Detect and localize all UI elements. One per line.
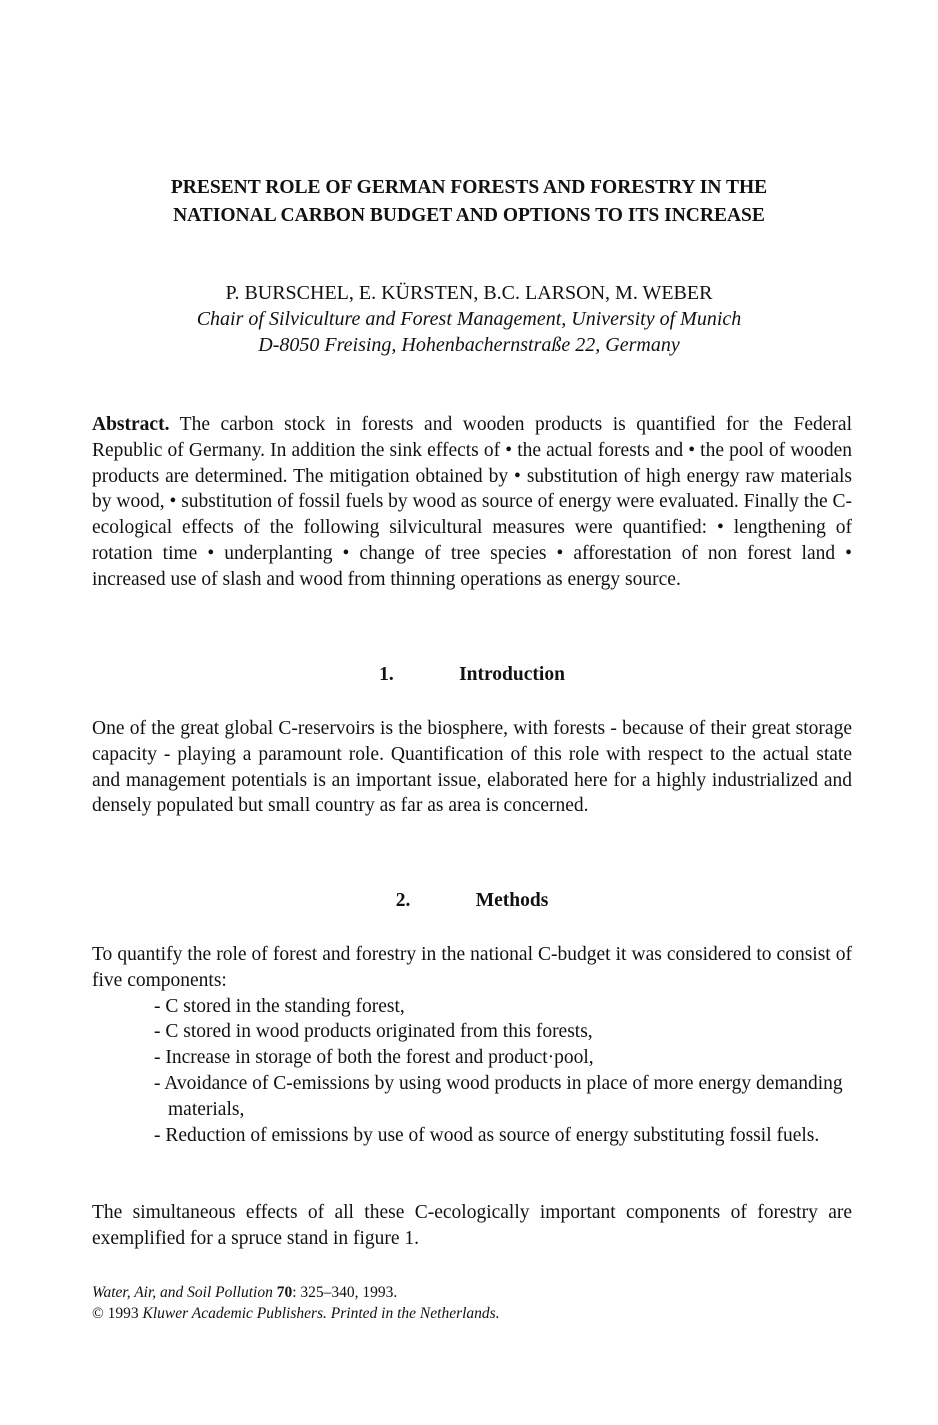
section-number: 1.	[379, 664, 394, 685]
publisher-name: Kluwer Academic Publishers. Printed in the Netherlands.	[142, 1305, 500, 1322]
title-line-1: PRESENT ROLE OF GERMAN FORESTS AND FORESTRY IN THE	[170, 177, 768, 198]
section-heading-methods	[92, 890, 852, 912]
copyright-year: © 1993	[92, 1305, 139, 1322]
author-block	[60, 280, 878, 358]
closing-text: The simultaneous effects of all these C-ecologically important components of forestry are exemplified for a spruce stand in figure 1.	[92, 1202, 852, 1249]
abstract	[92, 412, 852, 593]
list-item: - Reduction of emissions by use of wood as source of energy substituting fossil fuels.	[154, 1124, 820, 1146]
list-item: - C stored in wood products originated from this forests,	[154, 1021, 593, 1043]
journal-footer	[92, 1282, 500, 1324]
methods-block	[92, 942, 852, 1148]
journal-volume: 70	[276, 1284, 293, 1301]
list-item: - Avoidance of C-emissions by using wood products in place of more energy demanding materials,	[154, 1072, 843, 1120]
journal-name: Water, Air, and Soil Pollution	[92, 1284, 273, 1301]
introduction-text: One of the great global C-reservoirs is the biosphere, with forests - because of their great storage capacity - playing a paramount role. Quantification of this role with respect to the actual state and management potentials is an important issue, elaborated here for a highly industrialized and densely populated but small country as far as area is concerned.	[92, 718, 852, 817]
list-item: - Increase in storage of both the forest and product·pool,	[154, 1047, 594, 1069]
abstract-label: Abstract.	[92, 414, 170, 435]
citation-line	[92, 1282, 500, 1303]
section-title: Methods	[475, 890, 549, 911]
journal-pages: : 325–340, 1993.	[292, 1284, 398, 1301]
section-number: 2.	[395, 890, 411, 911]
components-list	[92, 994, 852, 1149]
section-heading-introduction	[92, 664, 852, 686]
author-address: D-8050 Freising, Hohenbachernstraße 22, Germany	[258, 334, 680, 356]
introduction-paragraph	[92, 716, 852, 819]
paper-title	[60, 174, 878, 230]
author-affiliation: Chair of Silviculture and Forest Management, University of Munich	[196, 308, 742, 330]
copyright-line	[92, 1303, 500, 1324]
list-item: - C stored in the standing forest,	[154, 995, 405, 1017]
author-names: P. BURSCHEL, E. KÜRSTEN, B.C. LARSON, M. WEBER	[225, 282, 713, 304]
methods-intro-text: To quantify the role of forest and forestry in the national C-budget it was considered to consist of five components:	[92, 944, 852, 991]
methods-closing-paragraph	[92, 1200, 852, 1252]
section-title: Introduction	[459, 664, 565, 685]
abstract-text: The carbon stock in forests and wooden products is quantified for the Federal Republic of Germany. In addition the sink effects of • the actual forests and • the pool of wooden products are determined. The mitigation obtained by • substitution of high energy raw materials by wood, • substitution of fossil fuels by wood as source of energy were evaluated. Finally the C-ecological effects of the following silvicultural measures were quantified: • lengthening of rotation time • underplanting • change of tree species • afforestation of non forest land • increased use of slash and wood from thinning operations as energy source.	[92, 414, 852, 590]
title-line-2: NATIONAL CARBON BUDGET AND OPTIONS TO ITS INCREASE	[173, 205, 765, 226]
